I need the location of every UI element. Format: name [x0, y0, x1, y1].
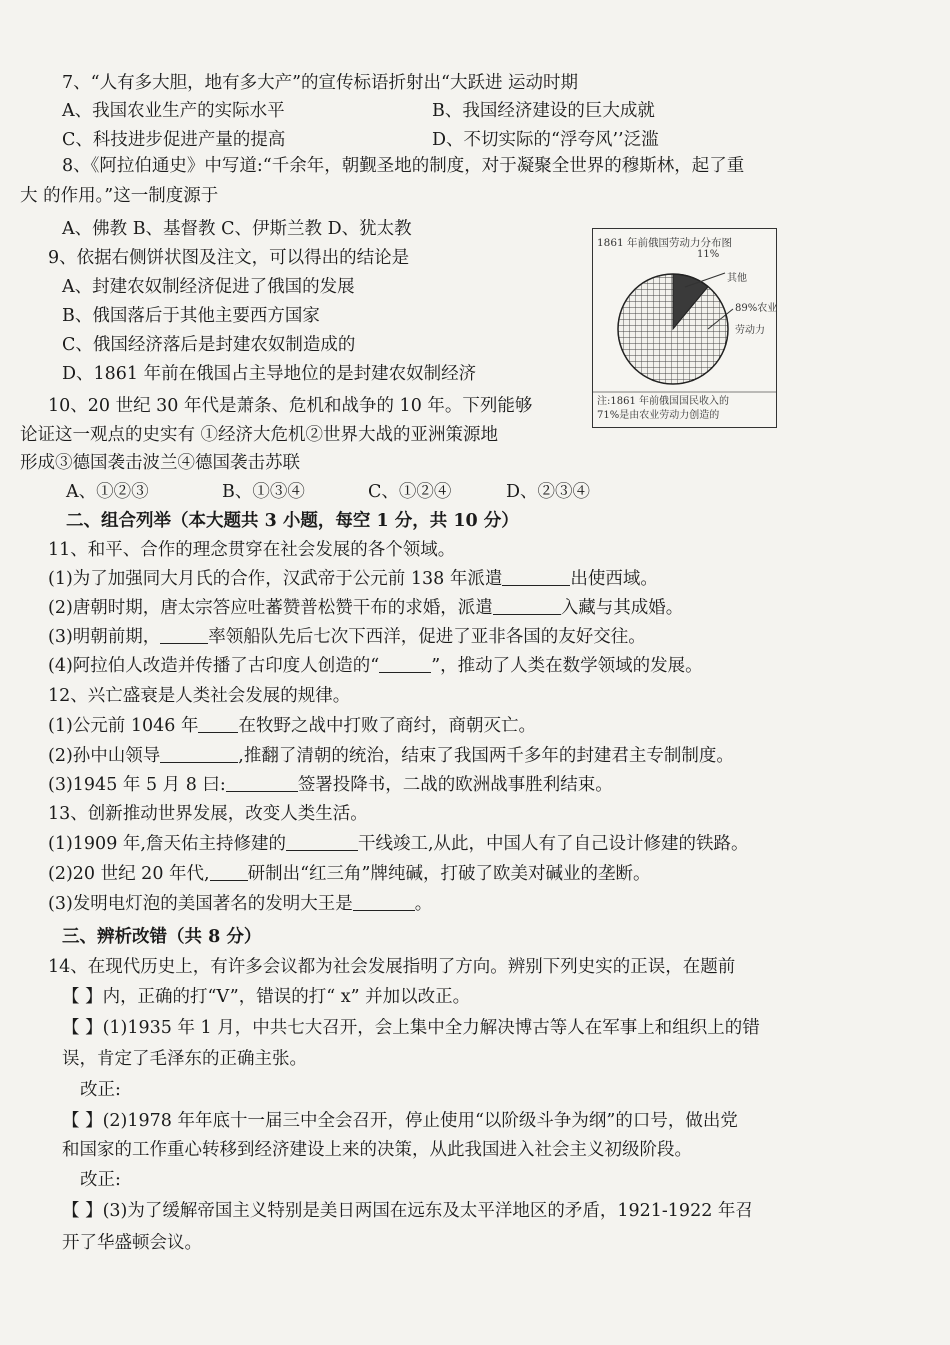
q11-item-2-text-b: 入藏与其成婚。 [560, 598, 684, 618]
q11-item-1-text-a: (1)为了加强同大月氏的合作，汉武帝于公元前 138 年派遣 [48, 569, 503, 589]
q9-option-a: A、封建农奴制经济促进了俄国的发展 [62, 277, 355, 297]
pie-label-other: 其他 [727, 273, 747, 284]
q12-item-1 [48, 713, 536, 739]
q12-item-1-text-b: 在牧野之战中打败了商纣，商朝灭亡。 [238, 716, 536, 736]
q11-item-4-text-b: ”，推动了人类在数学领域的发展。 [431, 656, 703, 676]
q13-item-2 [48, 861, 650, 887]
q13-item-3-text-b: 。 [414, 894, 433, 914]
q10-option-d: D、②③④ [506, 482, 591, 502]
figure-title: 1861 年前俄国劳动力分布图 [597, 237, 733, 249]
q10-option-b: B、①③④ [222, 482, 305, 502]
q9-option-b: B、俄国落后于其他主要西方国家 [62, 306, 320, 326]
q10-stem-line3: 形成③德国袭击波兰④德国袭击苏联 [20, 453, 300, 473]
q10-option-a: A、①②③ [66, 482, 149, 502]
q8-stem-line1: 8、《阿拉伯通史》中写道:“千余年，朝觐圣地的制度，对于凝聚全世界的穆斯林，起了重 [62, 156, 745, 176]
q11-blank-1[interactable] [502, 567, 570, 586]
q14-item-3-line2: 开了华盛顿会议。 [62, 1233, 202, 1253]
q11-item-4 [48, 653, 703, 679]
q11-stem: 11、和平、合作的理念贯穿在社会发展的各个领域。 [48, 540, 456, 560]
q7-option-a: A、我国农业生产的实际水平 [62, 101, 285, 121]
q13-blank-1[interactable] [286, 832, 358, 851]
pie-label-other-pct: 11% [697, 249, 720, 260]
q11-item-3 [48, 624, 646, 650]
q14-fix-2-label: 改正: [80, 1170, 121, 1190]
pie-label-agri-pct: 89%农业 [735, 303, 778, 314]
q12-stem: 12、兴亡盛衰是人类社会发展的规律。 [48, 686, 351, 706]
q11-item-2 [48, 595, 683, 621]
q14-item-3-line1: 【 】(3)为了缓解帝国主义特别是美日两国在远东及太平洋地区的矛盾，1921-1922 年召 [62, 1201, 753, 1221]
pie-label-agri: 劳动力 [735, 325, 765, 336]
q7-option-b: B、我国经济建设的巨大成就 [432, 101, 655, 121]
figure-note [597, 395, 729, 423]
q14-item-2-line2: 和国家的工作重心转移到经济建设上来的决策，从此我国进入社会主义初级阶段。 [62, 1140, 692, 1160]
q9-stem: 9、依据右侧饼状图及注文，可以得出的结论是 [48, 248, 410, 268]
q11-blank-4[interactable] [379, 654, 431, 673]
q11-item-3-text-b: 率领船队先后七次下西洋，促进了亚非各国的友好交往。 [208, 627, 646, 647]
q7-option-c: C、科技进步促进产量的提高 [62, 130, 286, 150]
q12-item-3-text-b: 签署投降书，二战的欧洲战事胜利结束。 [297, 775, 613, 795]
q9-option-c: C、俄国经济落后是封建农奴制造成的 [62, 335, 356, 355]
q12-item-2-text-a: (2)孙中山领导 [48, 746, 161, 766]
q14-item-1-line1: 【 】(1)1935 年 1 月，中共七大召开，会上集中全力解决博古等人在军事上和组织上的错 [62, 1018, 760, 1038]
q9-option-d: D、1861 年前在俄国占主导地位的是封建农奴制经济 [62, 364, 477, 384]
q11-item-4-text-a: (4)阿拉伯人改造并传播了古印度人创造的“ [48, 656, 380, 676]
q12-blank-1[interactable] [198, 714, 238, 733]
q12-item-3-text-a: (3)1945 年 5 月 8 曰: [48, 775, 226, 795]
q8-stem-line2: 大 的作用。”这一制度源于 [20, 186, 219, 206]
labor-distribution-figure [592, 228, 777, 428]
q12-item-1-text-a: (1)公元前 1046 年 [48, 716, 199, 736]
q8-options: A、佛教 B、基督教 C、伊斯兰教 D、犹太教 [62, 219, 412, 239]
q11-blank-2[interactable] [493, 596, 561, 615]
q11-item-1-text-b: 出使西域。 [570, 569, 658, 589]
q13-item-1 [48, 831, 749, 857]
q10-option-c: C、①②④ [368, 482, 452, 502]
q13-item-1-text-a: (1)1909 年,詹天佑主持修建的 [48, 834, 286, 854]
figure-note-line2: 71%是由农业劳动力创造的 [597, 410, 720, 421]
q12-blank-2[interactable] [160, 744, 238, 763]
q13-blank-3[interactable] [353, 892, 415, 911]
q14-item-1-line2: 误，肯定了毛泽东的正确主张。 [62, 1049, 307, 1069]
q14-stem-line2: 【 】内，正确的打“V”，错误的打“ x” 并加以改正。 [62, 987, 471, 1007]
q7-stem: 7、“人有多大胆，地有多大产”的宣传标语折射出“大跃进 运动时期 [62, 73, 579, 93]
q14-item-2-line1: 【 】(2)1978 年年底十一届三中全会召开，停止使用“以阶级斗争为纲”的口号，做出党 [62, 1111, 738, 1131]
q7-option-d: D、不切实际的“浮夸风’’泛滥 [432, 130, 659, 150]
q12-item-2-text-b: ,推翻了清朝的统治，结束了我国两千多年的封建君主专制制度。 [238, 746, 734, 766]
q10-stem-line1: 10、20 世纪 30 年代是萧条、危机和战争的 10 年。下列能够 [48, 396, 533, 416]
figure-note-line1: 注:1861 年前俄国国民收入的 [597, 396, 729, 407]
q13-stem: 13、创新推动世界发展，改变人类生活。 [48, 804, 368, 824]
q13-blank-2[interactable] [210, 862, 248, 881]
q11-item-3-text-a: (3)明朝前期， [48, 627, 161, 647]
q11-item-1 [48, 566, 658, 592]
q13-item-3 [48, 891, 432, 917]
q11-item-2-text-a: (2)唐朝时期，唐太宗答应吐蕃赞普松赞干布的求婚，派遣 [48, 598, 493, 618]
section-3-heading: 三、辨析改错（共 8 分） [62, 927, 262, 947]
q14-stem-line1: 14、在现代历史上，有许多会议都为社会发展指明了方向。辨别下列史实的正误，在题前 [48, 957, 736, 977]
q12-item-3 [48, 772, 613, 798]
q13-item-3-text-a: (3)发明电灯泡的美国著名的发明大王是 [48, 894, 353, 914]
q12-blank-3[interactable] [226, 773, 298, 792]
q13-item-2-text-a: (2)20 世纪 20 年代, [48, 864, 210, 884]
q13-item-2-text-b: 研制出“红三角”牌纯碱，打破了欧美对碱业的垄断。 [247, 864, 651, 884]
q12-item-2 [48, 743, 734, 769]
section-2-heading: 二、组合列举（本大题共 3 小题，每空 1 分，共 10 分） [66, 511, 519, 531]
q14-fix-1-label: 改正: [80, 1080, 121, 1100]
q11-blank-3[interactable] [160, 625, 208, 644]
q13-item-1-text-b: 干线竣工,从此，中国人有了自己设计修建的铁路。 [357, 834, 749, 854]
q10-stem-line2: 论证这一观点的史实有 ①经济大危机②世界大战的亚洲策源地 [20, 425, 499, 445]
